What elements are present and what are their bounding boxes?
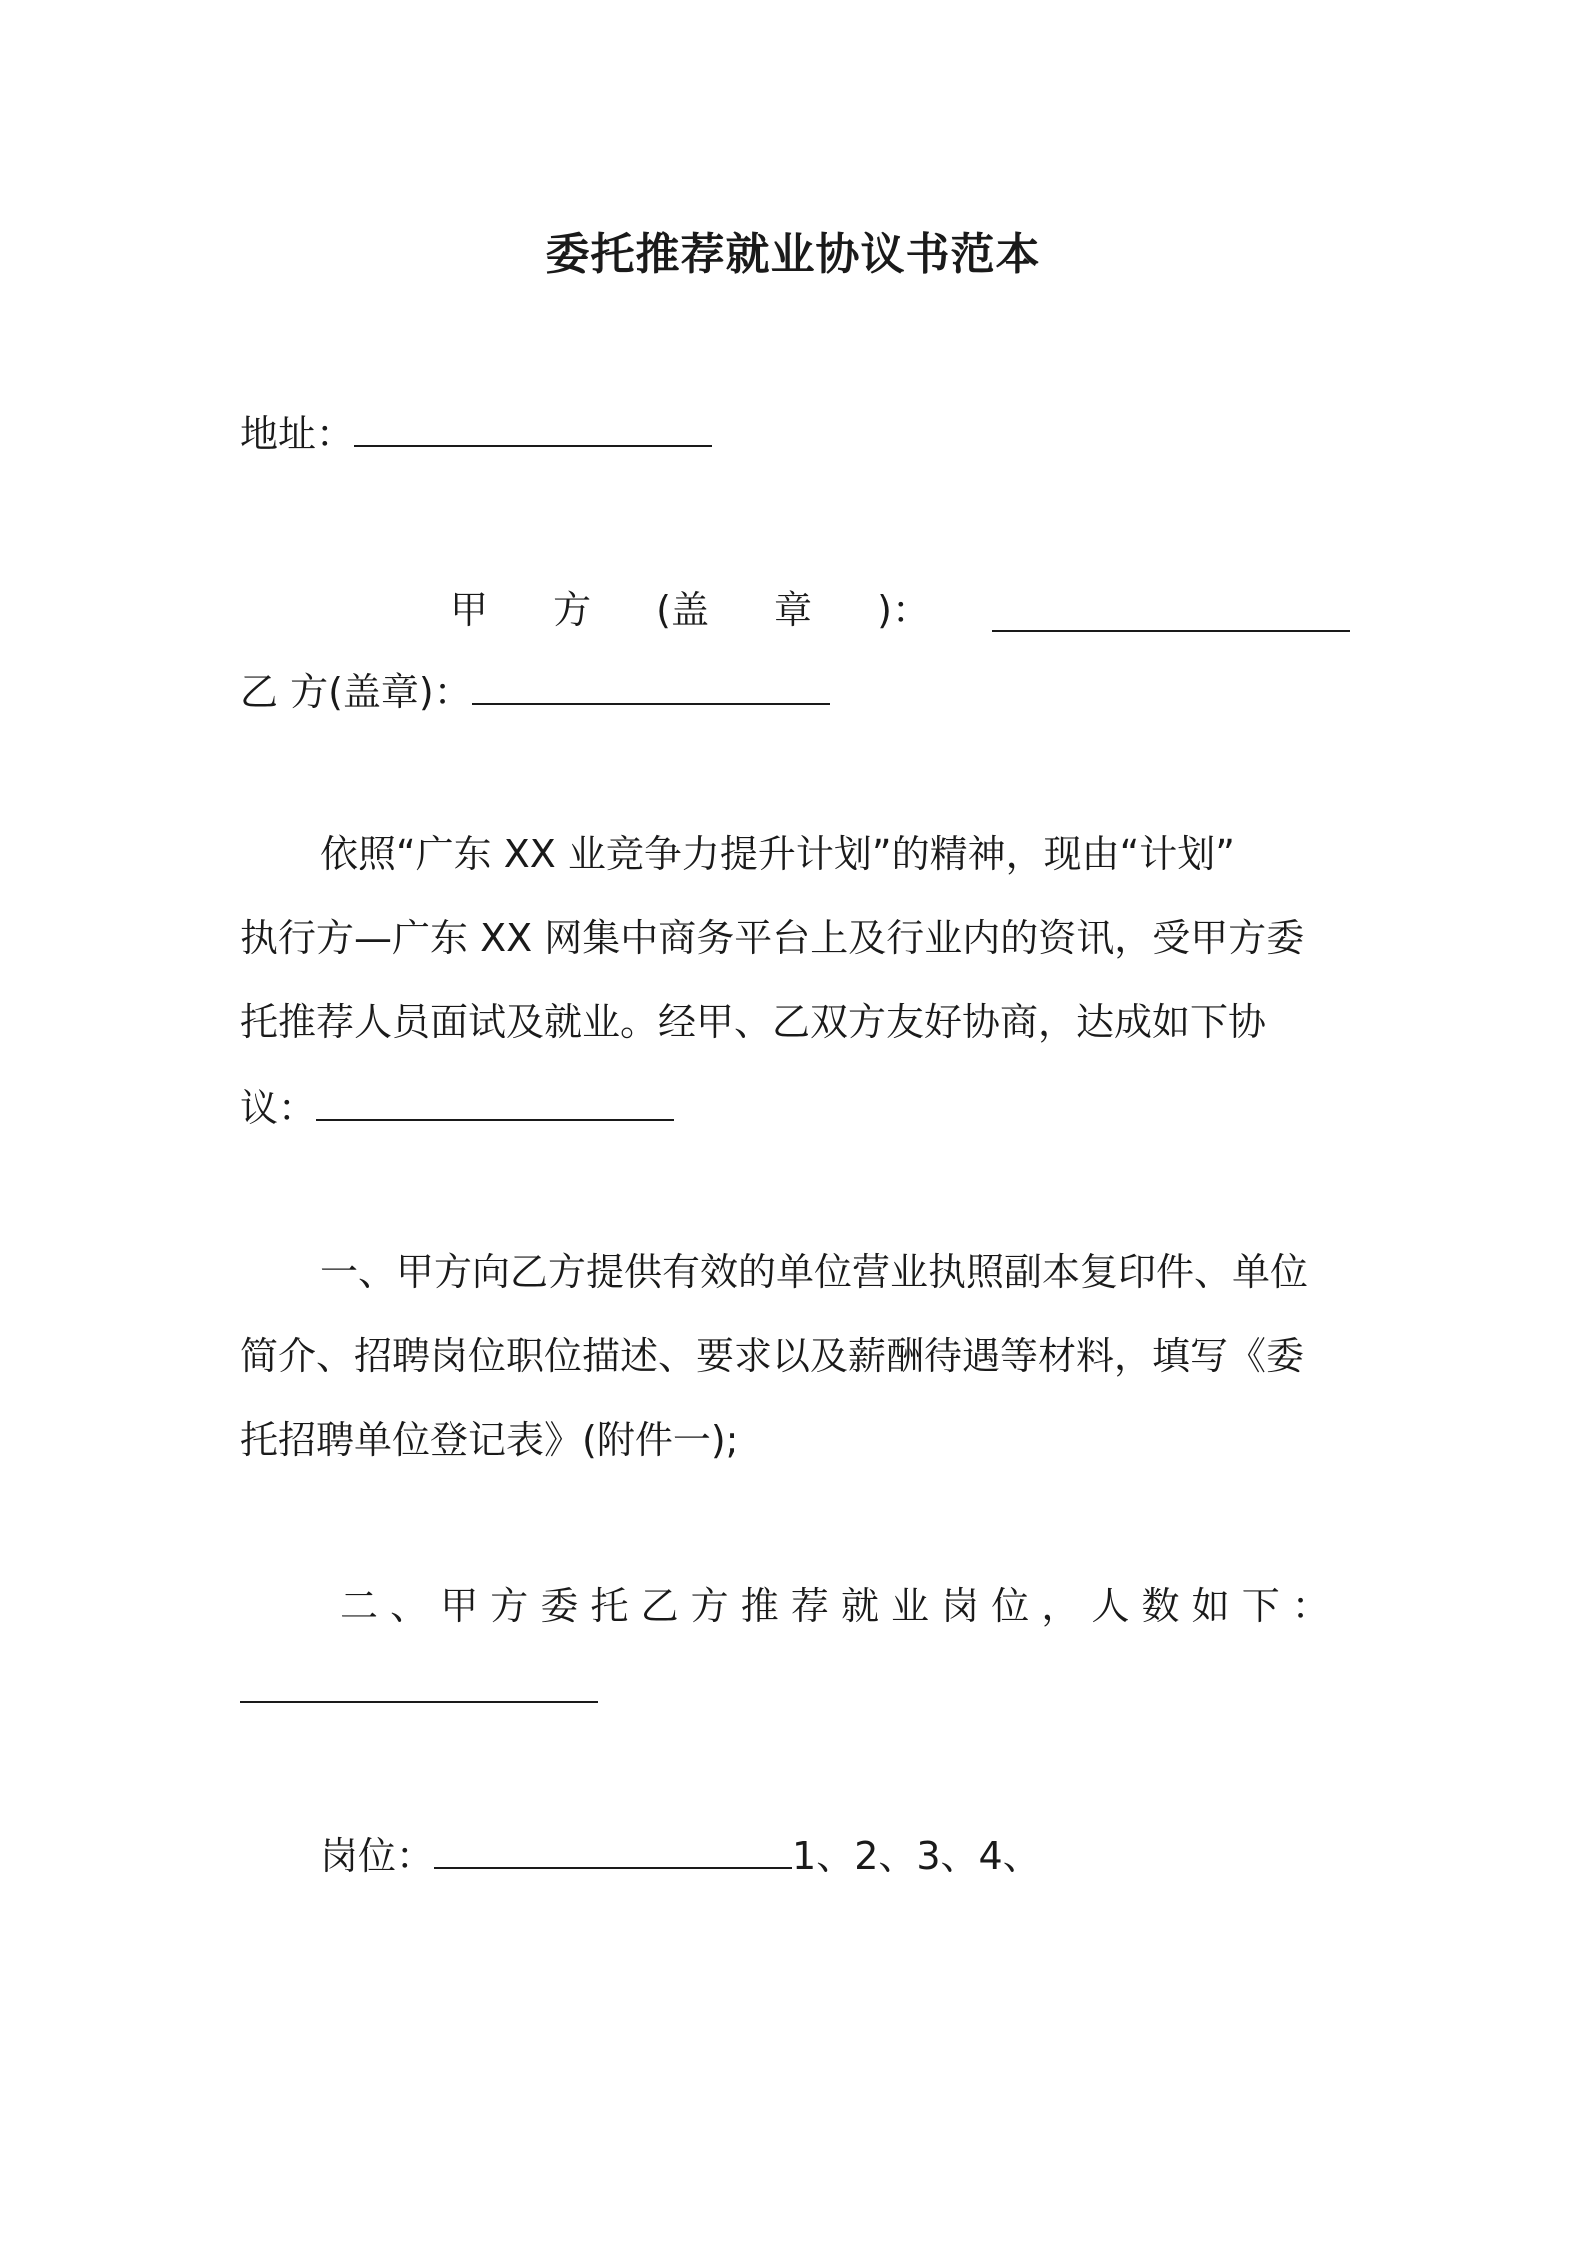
party-a-char: )： [877, 588, 930, 632]
party-a-char: 方 [553, 588, 592, 632]
clause2-char: 委 [540, 1584, 579, 1628]
intro-line-1: 依照“广东 XX 业竞争力提升计划”的精神，现由“计划” [320, 832, 1235, 876]
party-b-label: 乙 方(盖章)： [240, 670, 472, 714]
agreement-blank [316, 1089, 674, 1121]
clause2-char: 就 [840, 1584, 879, 1628]
intro-line-3: 托推荐人员面试及就业。经甲、乙双方友好协商，达成如下协 [240, 1000, 1267, 1044]
clause2-char: 数 [1141, 1584, 1180, 1628]
party-a-line [240, 584, 1350, 636]
position-items: 1、2、3、4、 [792, 1834, 1041, 1878]
clause2-char: 如 [1191, 1584, 1230, 1628]
intro-line-2: 执行方—广东 XX 网集中商务平台上及行业内的资讯，受甲方委 [240, 916, 1305, 960]
party-a-char: (盖 [656, 588, 709, 632]
clause2-char: 业 [891, 1584, 930, 1628]
party-a-label [450, 584, 930, 636]
address-label: 地址： [240, 412, 355, 456]
clause2-char: 方 [690, 1584, 729, 1628]
clause2-char: 、 [390, 1584, 429, 1628]
document-title: 委托推荐就业协议书范本 [545, 229, 1041, 280]
clause2-char: 乙 [640, 1584, 679, 1628]
party-a-char: 章 [774, 588, 813, 632]
position-label: 岗位： [320, 1834, 435, 1878]
clause2-char: 方 [490, 1584, 529, 1628]
clause2-char: 推 [740, 1584, 779, 1628]
intro-line-4-label: 议： [240, 1086, 317, 1130]
address-line [240, 408, 1350, 460]
clause2-char: ， [1041, 1584, 1080, 1628]
clause1-line-3: 托招聘单位登记表》(附件一); [240, 1418, 739, 1462]
party-b-line [240, 666, 1350, 718]
address-blank [354, 415, 712, 447]
clause1-line-1: 一、甲方向乙方提供有效的单位营业执照副本复印件、单位 [320, 1250, 1309, 1294]
position-line [320, 1830, 1350, 1882]
position-blank [434, 1837, 792, 1869]
clause2-char: 托 [590, 1584, 629, 1628]
clause2-char: 二 [340, 1584, 379, 1628]
clause2-char: 位 [991, 1584, 1030, 1628]
clause2-char: 下 [1241, 1584, 1280, 1628]
clause2-blank-line [240, 1664, 1350, 1716]
clause2-char: ： [1291, 1584, 1330, 1628]
party-a-char: 甲 [450, 588, 489, 632]
clause2-line [340, 1580, 1330, 1632]
clause1-line-2: 简介、招聘岗位职位描述、要求以及薪酬待遇等材料，填写《委 [240, 1334, 1305, 1378]
clause2-char: 岗 [941, 1584, 980, 1628]
clause2-char: 人 [1091, 1584, 1130, 1628]
clause2-char: 荐 [790, 1584, 829, 1628]
intro-line-4 [240, 1082, 1350, 1134]
clause2-char: 甲 [440, 1584, 479, 1628]
clause2-blank [240, 1671, 598, 1703]
party-a-blank [992, 600, 1350, 632]
party-b-blank [472, 673, 830, 705]
